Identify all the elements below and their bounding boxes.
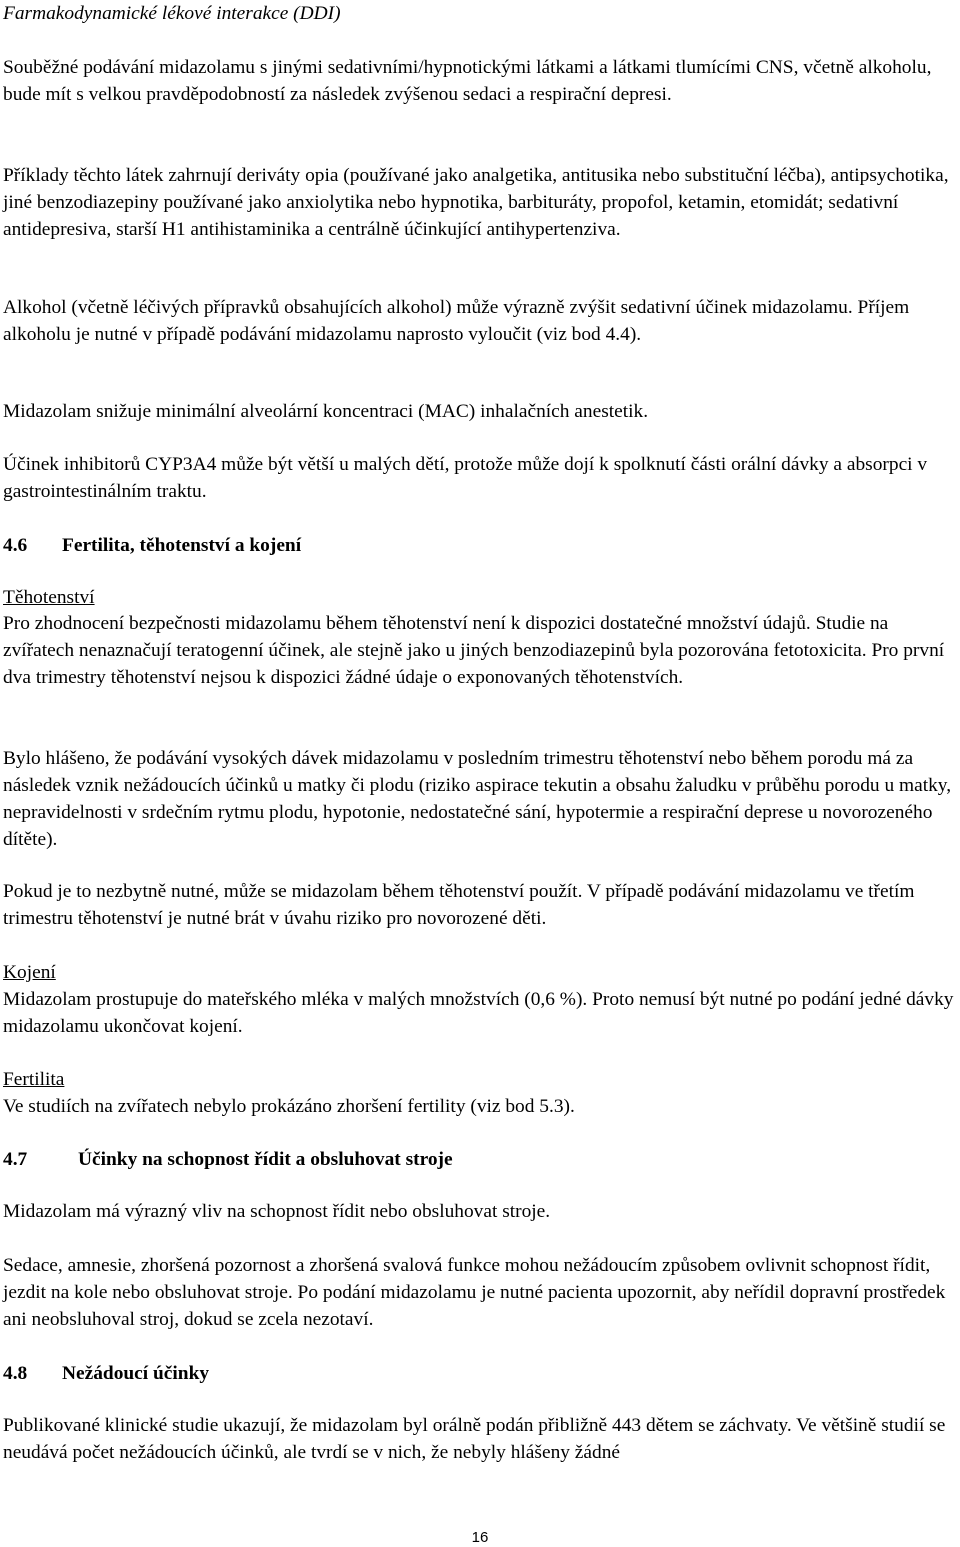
section-title-4-8 (3, 1360, 209, 1387)
page-number: 16 (471, 1529, 489, 1546)
section-title-text: Nežádoucí účinky (62, 1363, 210, 1384)
paragraph-cns-sedation: Souběžné podávání midazolamu s jinými sedativními/hypnotickými látkami a látkami tlumícími CNS, včetně alkoholu, bude mít s velkou pravděpodobností za následek zvýšenou sedaci a respirační depresi. (3, 57, 932, 105)
paragraph-breastfeeding: Midazolam prostupuje do mateřského mléka v malých množstvích (0,6 %). Proto nemusí být nutné po podání jedné dávky midazolamu ukončovat kojení. (3, 989, 954, 1037)
paragraph-mac: Midazolam snižuje minimální alveolární koncentraci (MAC) inhalačních anestetik. (3, 401, 649, 422)
paragraph-cyp3a4: Účinek inhibitorů CYP3A4 může být větší u malých dětí, protože může dojí k spolknutí části orální dávky a absorpci v gastrointestinálním traktu. (3, 454, 928, 502)
paragraph-fertility: Ve studiích na zvířatech nebylo prokázáno zhoršení fertility (viz bod 5.3). (3, 1096, 575, 1117)
paragraph-alcohol: Alkohol (včetně léčivých přípravků obsahujících alkohol) může výrazně zvýšit sedativní účinek midazolamu. Příjem alkoholu je nutné v případě podávání midazolamu naprosto vyloučit (viz bod 4.4). (3, 297, 910, 345)
paragraph-substance-examples: Příklady těchto látek zahrnují deriváty opia (používané jako analgetika, antitusika nebo substituční léčba), antipsychotika, jiné benzodiazepiny používané jako anxiolytika nebo hypnotika, barbituráty, propofol, ketamin, etomidát; sedativní antidepresiva, starší H1 antihistaminika a centrálně účinkující antihypertenziva. (3, 165, 949, 240)
section-title-4-7 (3, 1146, 453, 1173)
section-title-4-6 (3, 532, 301, 559)
subheading-breastfeeding: Kojení (3, 962, 56, 983)
paragraph-driving-effects: Sedace, amnesie, zhoršená pozornost a zhoršená svalová funkce mohou nežádoucím způsobem ovlivnit schopnost řídit, jezdit na kole nebo obsluhovat stroje. Po podání midazolamu je nutné pacienta upozornit, aby neřídil dopravní prostředek ani neobsluhoval stroj, dokud se zcela nezotaví. (3, 1255, 946, 1330)
subsection-heading: Farmakodynamické lékové interakce (DDI) (3, 3, 341, 24)
paragraph-pregnancy-use: Pokud je to nezbytně nutné, může se midazolam během těhotenství použít. V případě podávání midazolamu ve třetím trimestru těhotenství je nutné brát v úvahu riziko pro novorozené děti. (3, 881, 915, 929)
section-number: 4.7 (3, 1149, 28, 1170)
subheading-pregnancy: Těhotenství (3, 587, 95, 608)
section-number: 4.8 (3, 1363, 28, 1384)
paragraph-late-pregnancy: Bylo hlášeno, že podávání vysokých dávek midazolamu v posledním trimestru těhotenství nebo během porodu má za následek vznik nežádoucích účinků u matky či plodu (riziko aspirace tekutin a obsahu žaludku v průběhu porodu u matky, nepravidelnosti v srdečním rytmu plodu, hypotonie, nedostatečné sání, hypotermie a respirační deprese u novorozeného dítěte). (3, 748, 952, 850)
subheading-fertility: Fertilita (3, 1069, 65, 1090)
section-number: 4.6 (3, 535, 28, 556)
section-title-text: Účinky na schopnost řídit a obsluhovat stroje (78, 1149, 453, 1170)
section-title-text: Fertilita, těhotenství a kojení (62, 535, 302, 556)
paragraph-pregnancy-safety: Pro zhodnocení bezpečnosti midazolamu během těhotenství není k dispozici dostatečné množství údajů. Studie na zvířatech nenaznačují teratogenní účinek, ale stejně jako u jiných benzodiazepinů byla pozorována fetotoxicita. Pro první dva trimestry těhotenství nejsou k dispozici žádné údaje o exponovaných těhotenstvích. (3, 613, 945, 688)
paragraph-driving-influence: Midazolam má výrazný vliv na schopnost řídit nebo obsluhovat stroje. (3, 1201, 551, 1222)
paragraph-clinical-studies: Publikované klinické studie ukazují, že midazolam byl orálně podán přibližně 443 dětem se záchvaty. Ve většině studií se neudává počet nežádoucích účinků, ale tvrdí se v nich, že nebyly hlášeny žádné (3, 1415, 946, 1463)
